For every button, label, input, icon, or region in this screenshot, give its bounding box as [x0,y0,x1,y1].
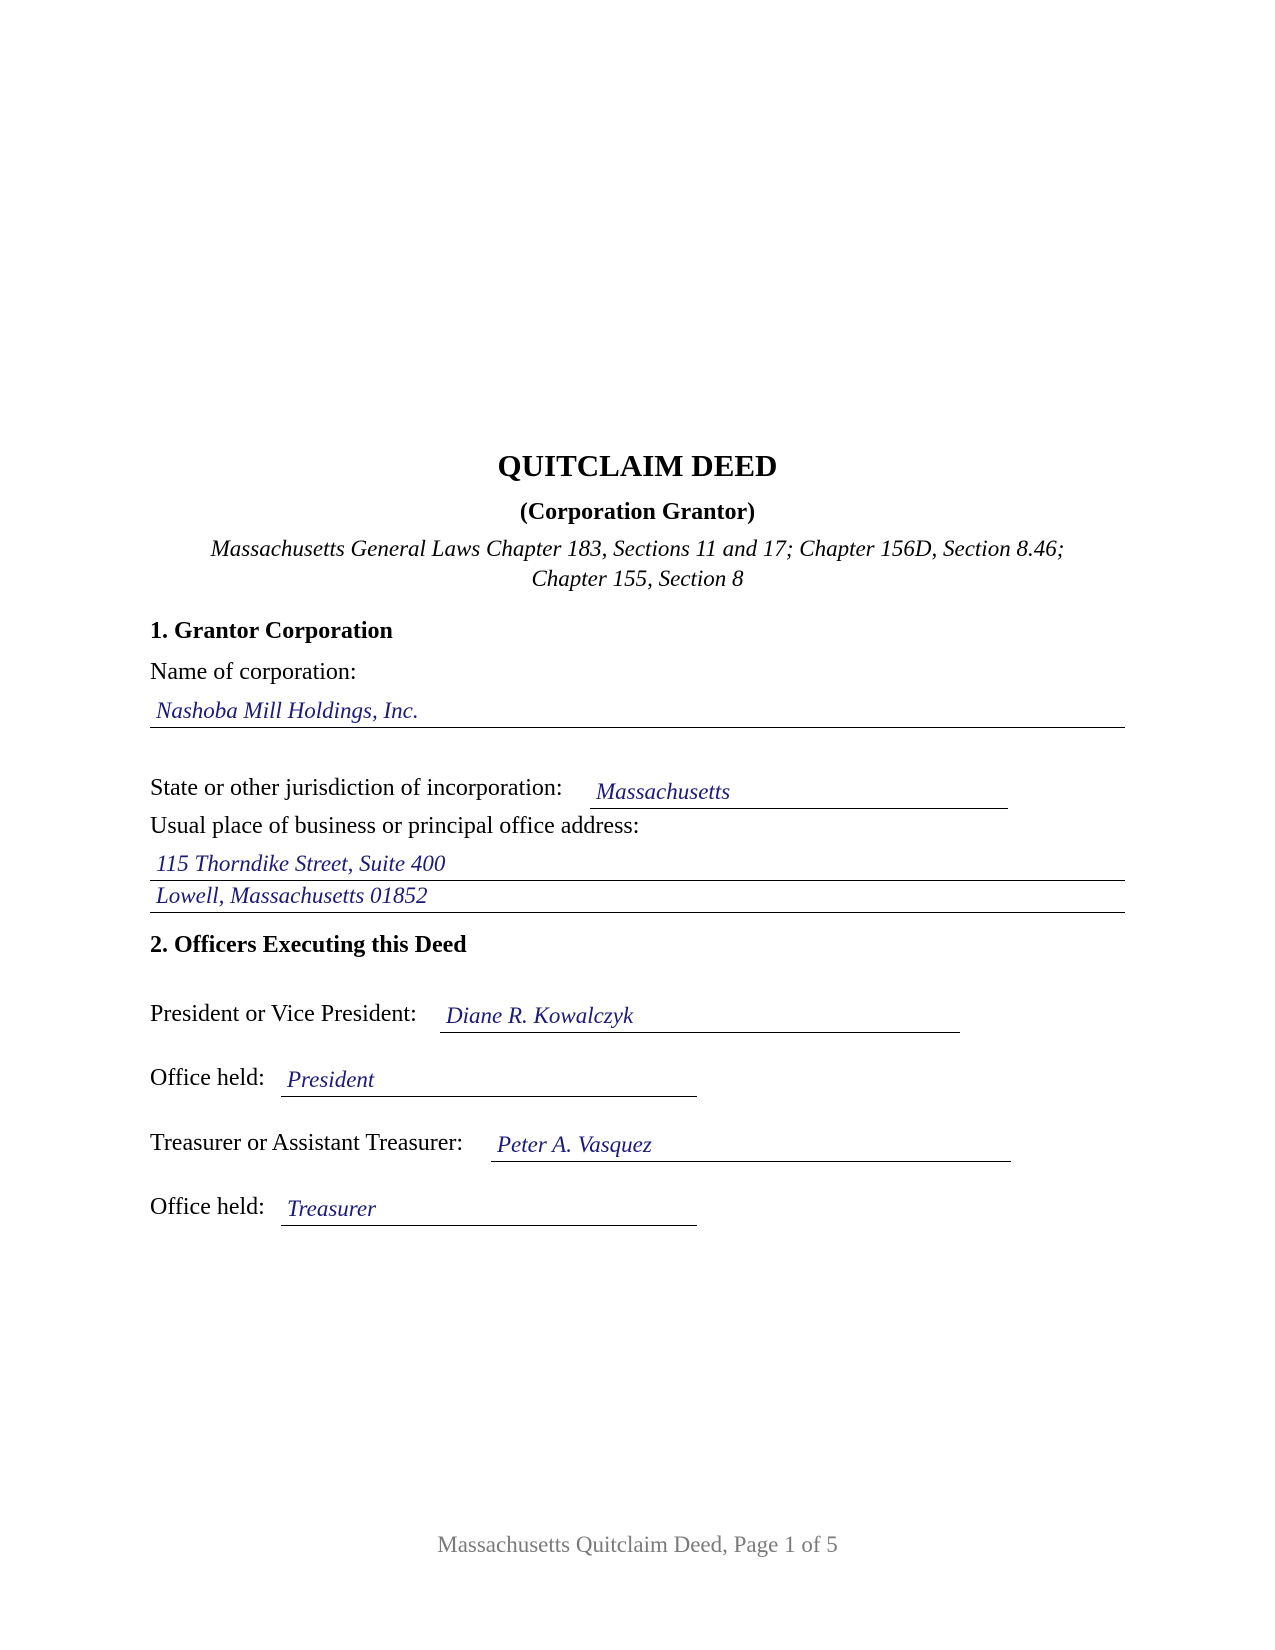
jurisdiction-value: Massachusetts [596,779,731,804]
page-footer: Massachusetts Quitclaim Deed, Page 1 of 5 [437,1532,838,1557]
section-1-heading: 1. Grantor Corporation [150,618,393,644]
jurisdiction-label: State or other jurisdiction of incorporation: [150,775,563,801]
address-line-1-value: 115 Thorndike Street, Suite 400 [156,851,446,876]
citation-line-2: Chapter 155, Section 8 [531,566,744,591]
office-held-1-label: Office held: [150,1065,265,1091]
treasurer-label: Treasurer or Assistant Treasurer: [150,1130,464,1156]
office-held-2-field[interactable] [281,1191,697,1226]
address-line-2-field[interactable] [150,878,1125,913]
president-value: Diane R. Kowalczyk [446,1003,634,1028]
citation-line-1: Massachusetts General Laws Chapter 183, Sections 11 and 17; Chapter 156D, Section 8.46; [210,536,1065,561]
corporation-name-label: Name of corporation: [150,659,357,685]
office-held-1-value: President [287,1067,375,1092]
address-label: Usual place of business or principal office address: [150,813,640,839]
president-field[interactable] [440,998,960,1033]
jurisdiction-field[interactable] [590,774,1008,809]
president-label: President or Vice President: [150,1001,417,1027]
office-held-2-label: Office held: [150,1194,265,1220]
section-2-heading: 2. Officers Executing this Deed [150,932,467,958]
office-held-1-field[interactable] [281,1062,697,1097]
document-subtitle: (Corporation Grantor) [519,499,756,525]
document-title: QUITCLAIM DEED [497,448,778,483]
address-line-1-field[interactable] [150,846,1125,881]
corporation-name-field[interactable] [150,693,1125,728]
address-line-2-value: Lowell, Massachusetts 01852 [156,883,428,908]
treasurer-field[interactable] [491,1127,1011,1162]
statute-citation [150,534,1125,594]
office-held-2-value: Treasurer [287,1196,377,1221]
corporation-name-value: Nashoba Mill Holdings, Inc. [156,698,419,723]
treasurer-value: Peter A. Vasquez [497,1132,652,1157]
